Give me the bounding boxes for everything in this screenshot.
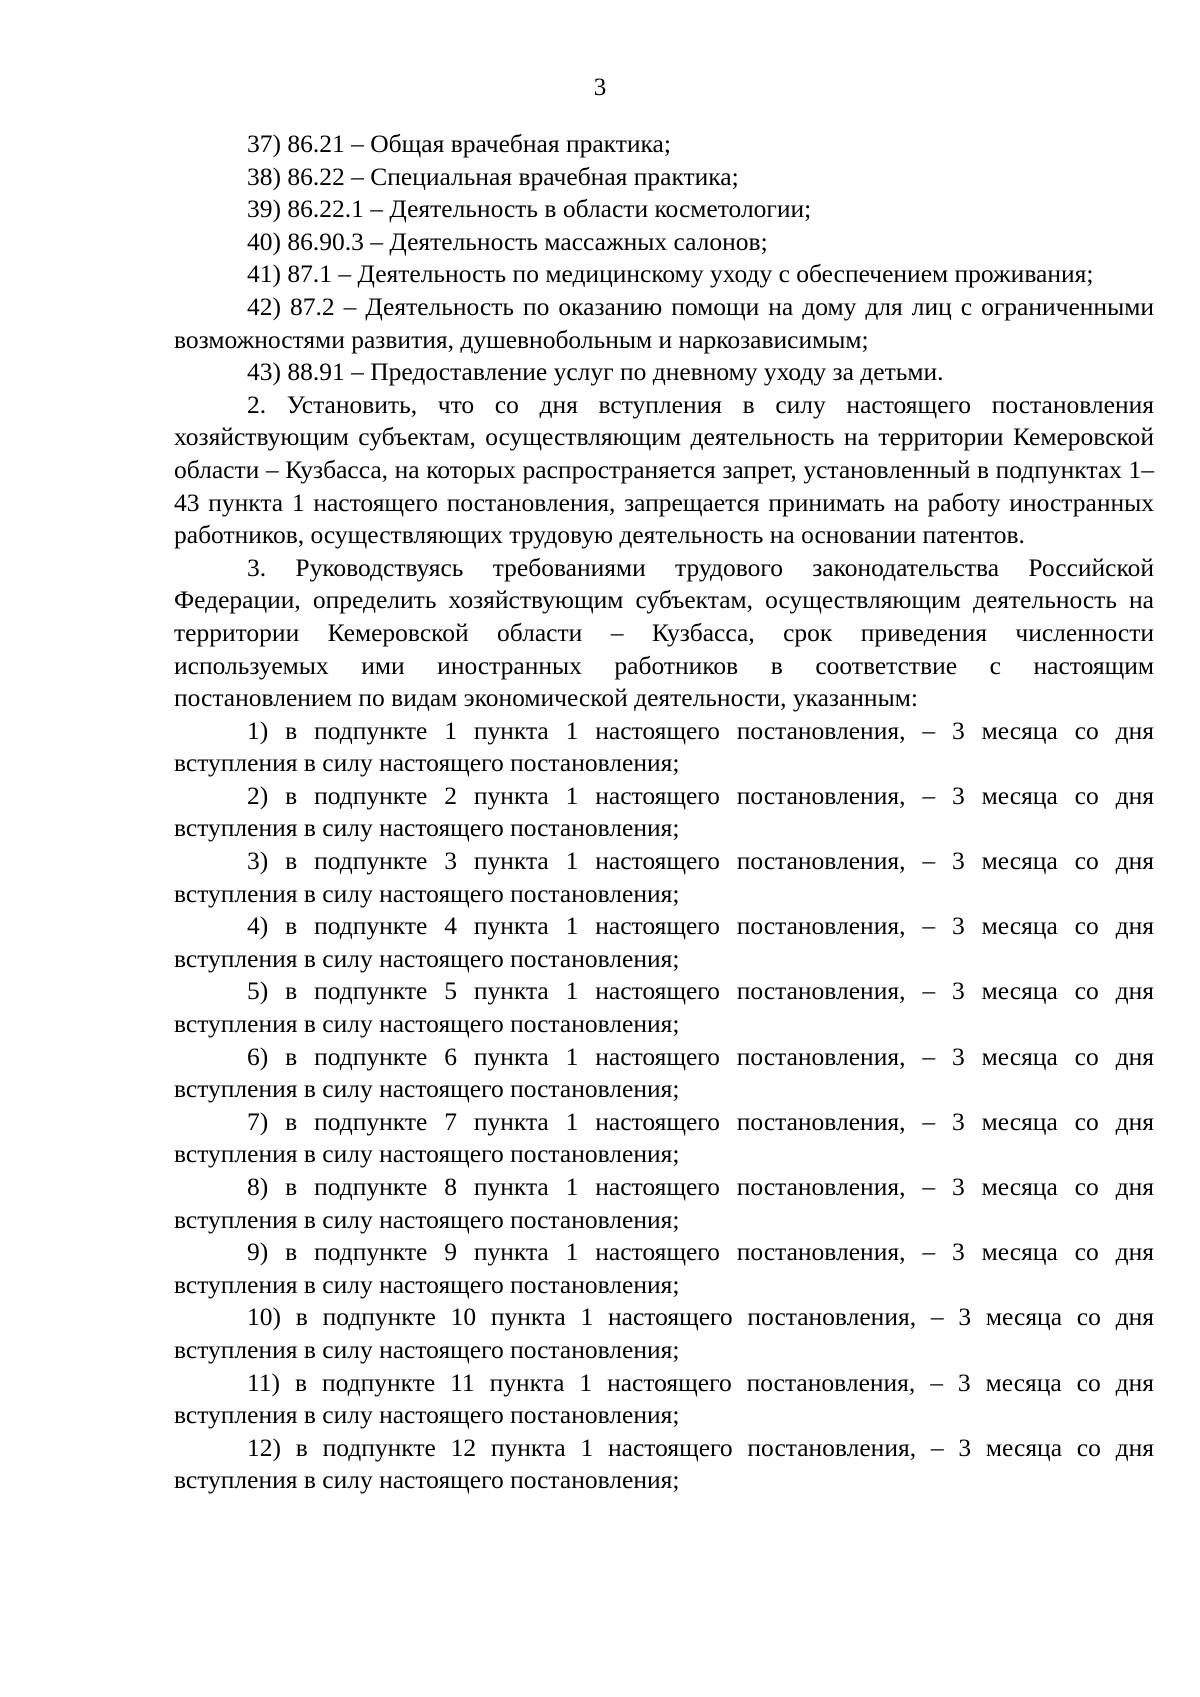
subclause-1: 1) в подпункте 1 пункта 1 настоящего постановления, – 3 месяца со дня вступления в силу настоящего постановления; bbox=[174, 715, 1154, 778]
subclause-4: 4) в подпункте 4 пункта 1 настоящего постановления, – 3 месяца со дня вступления в силу настоящего постановления; bbox=[174, 911, 1154, 973]
list-item-41: 41) 87.1 – Деятельность по медицинскому уходу с обеспечением проживания; bbox=[247, 259, 1094, 289]
subclause-2: 2) в подпункте 2 пункта 1 настоящего постановления, – 3 месяца со дня вступления в силу настоящего постановления; bbox=[174, 780, 1154, 843]
subclause-8: 8) в подпункте 8 пункта 1 настоящего постановления, – 3 месяца со дня вступления в силу настоящего постановления; bbox=[174, 1172, 1154, 1234]
clause-2-paragraph: 2. Установить, что со дня вступления в силу настоящего постановления хозяйствующим субъектам, осуществляющим деятельность на территории Кемеровской области – Кузбасса, на которых распространяется запрет, установленный в подпунктах 1–43 пункта 1 настоящего постановления, запрещается принимать на работу иностранных работников, осуществляющих трудовую деятельность на основании патентов. bbox=[174, 389, 1154, 550]
list-item-38: 38) 86.22 – Специальная врачебная практика; bbox=[247, 161, 739, 191]
subclause-7: 7) в подпункте 7 пункта 1 настоящего постановления, – 3 месяца со дня вступления в силу настоящего постановления; bbox=[174, 1106, 1154, 1169]
subclause-5: 5) в подпункте 5 пункта 1 настоящего постановления, – 3 месяца со дня вступления в силу настоящего постановления; bbox=[174, 976, 1154, 1039]
subclause-11: 11) в подпункте 11 пункта 1 настоящего постановления, – 3 месяца со дня вступления в силу настоящего постановления; bbox=[174, 1367, 1154, 1430]
document-body bbox=[174, 128, 1154, 1497]
list-item-39: 39) 86.22.1 – Деятельность в области косметологии; bbox=[247, 194, 812, 224]
subclause-9: 9) в подпункте 9 пункта 1 настоящего постановления, – 3 месяца со дня вступления в силу настоящего постановления; bbox=[174, 1237, 1154, 1299]
page-number: 3 bbox=[593, 74, 607, 101]
list-item-42: 42) 87.2 – Деятельность по оказанию помощи на дому для лиц с ограниченными возможностями развития, душевнобольным и наркозависимым; bbox=[174, 291, 1154, 354]
subclause-6: 6) в подпункте 6 пункта 1 настоящего постановления, – 3 месяца со дня вступления в силу настоящего постановления; bbox=[174, 1041, 1154, 1104]
list-item-37: 37) 86.21 – Общая врачебная практика; bbox=[247, 129, 671, 158]
list-item-43: 43) 88.91 – Предоставление услуг по дневному уходу за детьми. bbox=[247, 357, 944, 387]
subclause-12: 12) в подпункте 12 пункта 1 настоящего постановления, – 3 месяца со дня вступления в силу настоящего постановления; bbox=[174, 1432, 1154, 1495]
clause-3-paragraph: 3. Руководствуясь требованиями трудового законодательства Российской Федерации, определить хозяйствующим субъектам, осуществляющим деятельность на территории Кемеровской области – Кузбасса, срок приведения численности используемых ими иностранных работников в соответствие с настоящим постановлением по видам экономической деятельности, указанным: bbox=[174, 552, 1154, 713]
subclause-10: 10) в подпункте 10 пункта 1 настоящего постановления, – 3 месяца со дня вступления в силу настоящего постановления; bbox=[174, 1302, 1154, 1364]
list-item-40: 40) 86.90.3 – Деятельность массажных салонов; bbox=[247, 226, 768, 256]
subclause-3: 3) в подпункте 3 пункта 1 настоящего постановления, – 3 месяца со дня вступления в силу настоящего постановления; bbox=[174, 846, 1154, 908]
